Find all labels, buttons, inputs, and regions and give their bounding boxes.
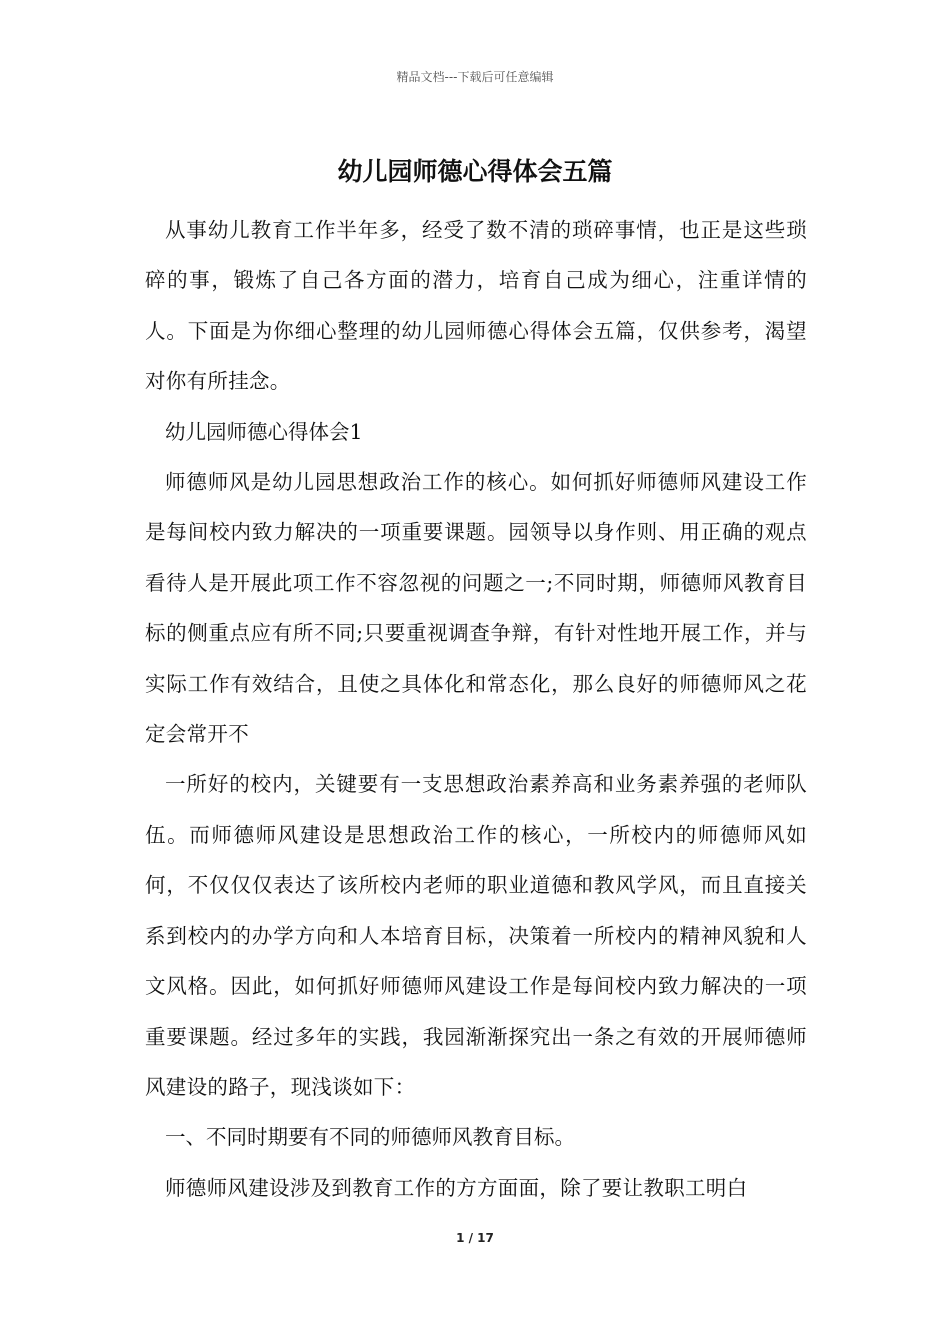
document-body [145, 205, 807, 1213]
subsection-heading: 一、不同时期要有不同的师德师风教育目标。 [165, 1125, 575, 1150]
document-title: 幼儿园师德心得体会五篇 [337, 157, 613, 186]
page-header: 精品文档---下载后可任意编辑 [396, 70, 554, 84]
intro-paragraph: 从事幼儿教育工作半年多，经受了数不清的琐碎事情，也正是这些琐碎的事，锻炼了自己各方面的潜力，培育自己成为细心，注重详情的人。下面是为你细心整理的幼儿园师德心得体会五篇，仅供参考，渴望对你有所挂念。 [145, 218, 807, 394]
body-paragraph: 一所好的校内，关键要有一支思想政治素养高和业务素养强的老师队伍。而师德师风建设是思想政治工作的核心，一所校内的师德师风如何，不仅仅仅表达了该所校内老师的职业道德和教风学风，而且直接关系到校内的办学方向和人本培育目标，决策着一所校内的精神风貌和人文风格。因此，如何抓好师德师风建设工作是每间校内致力解决的一项重要课题。经过多年的实践，我园渐渐探究出一条之有效的开展师德师风建设的路子，现浅谈如下： [145, 772, 807, 1099]
section-heading: 幼儿园师德心得体会1 [165, 419, 363, 444]
body-paragraph: 师德师风建设涉及到教育工作的方方面面，除了要让教职工明白 [165, 1175, 748, 1200]
body-paragraph: 师德师风是幼儿园思想政治工作的核心。如何抓好师德师风建设工作是每间校内致力解决的一项重要课题。园领导以身作则、用正确的观点看待人是开展此项工作不容忽视的问题之一;不同时期，师德师风教育目标的侧重点应有所不同;只要重视调查争辩，有针对性地开展工作，并与实际工作有效结合，且使之具体化和常态化，那么良好的师德师风之花定会常开不 [145, 470, 807, 747]
page-number: 1 / 17 [456, 1231, 494, 1245]
